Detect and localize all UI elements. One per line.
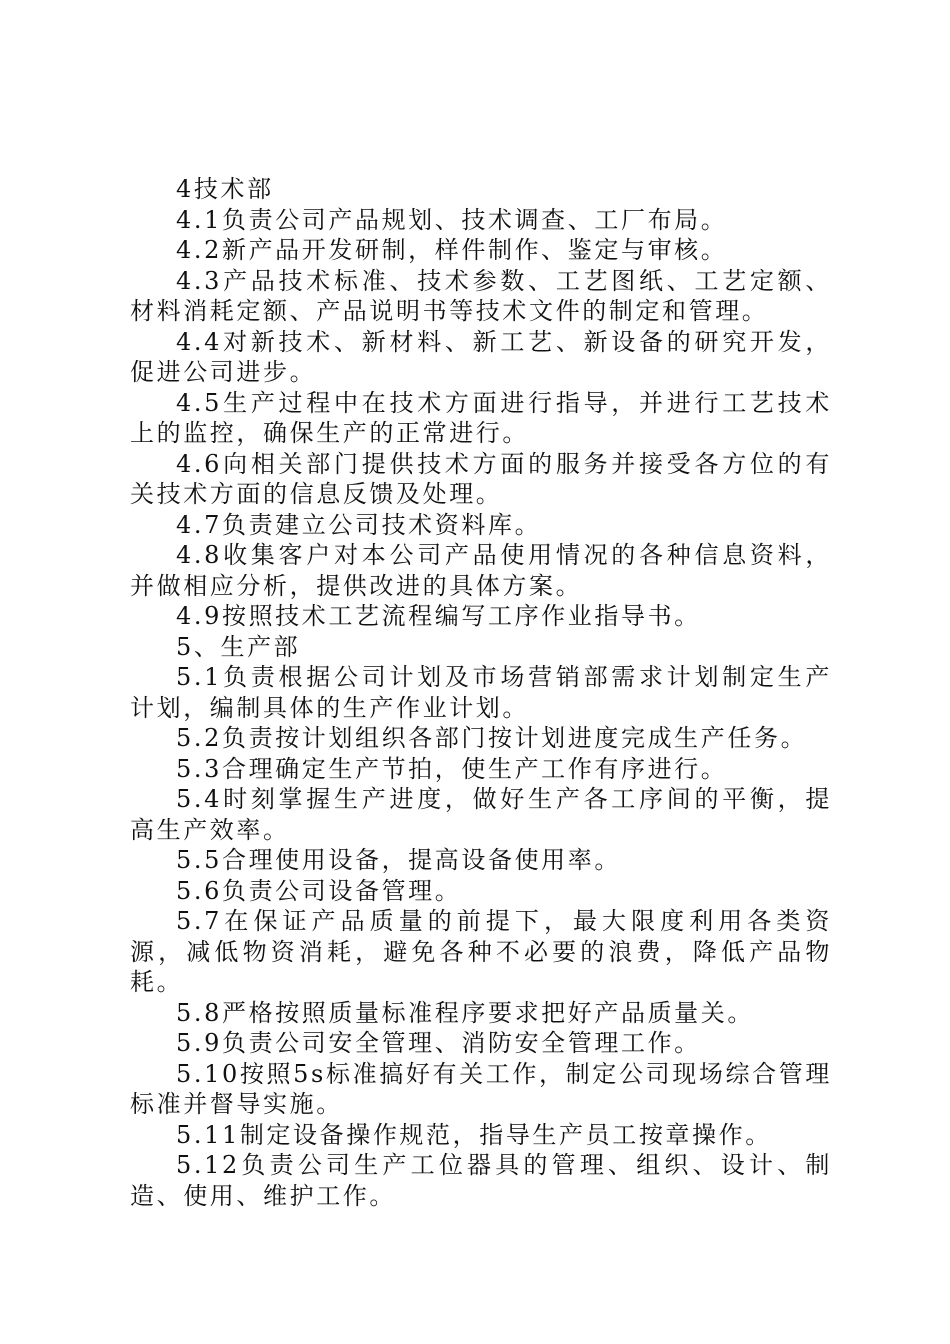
paragraph-5-10: 5.10按照5s标准搞好有关工作，制定公司现场综合管理标准并督导实施。 xyxy=(130,1059,832,1118)
paragraph-5-3: 5.3合理确定生产节拍，使生产工作有序进行。 xyxy=(176,754,728,783)
paragraph-4-8: 4.8收集客户对本公司产品使用情况的各种信息资料，并做相应分析，提供改进的具体方案。 xyxy=(130,541,832,600)
paragraph-4-4: 4.4对新技术、新材料、新工艺、新设备的研究开发，促进公司进步。 xyxy=(130,327,832,386)
paragraph-5-6: 5.6负责公司设备管理。 xyxy=(176,876,462,905)
paragraph-5-7: 5.7在保证产品质量的前提下，最大限度利用各类资源，减低物资消耗，避免各种不必要的浪费，降低产品物耗。 xyxy=(130,907,832,996)
section-heading-tech-dept: 4技术部 xyxy=(176,175,274,203)
paragraph-5-1: 5.1负责根据公司计划及市场营销部需求计划制定生产计划，编制具体的生产作业计划。 xyxy=(130,663,832,722)
paragraph-4-3: 4.3产品技术标准、技术参数、工艺图纸、工艺定额、材料消耗定额、产品说明书等技术文件的制定和管理。 xyxy=(130,266,832,325)
paragraph-5-12: 5.12负责公司生产工位器具的管理、组织、设计、制造、使用、维护工作。 xyxy=(130,1151,832,1210)
paragraph-5-5: 5.5合理使用设备，提高设备使用率。 xyxy=(176,846,621,874)
paragraph-5-8: 5.8严格按照质量标准程序要求把好产品质量关。 xyxy=(176,998,754,1027)
paragraph-4-5: 4.5生产过程中在技术方面进行指导，并进行工艺技术上的监控，确保生产的正常进行。 xyxy=(130,388,832,447)
paragraph-4-7: 4.7负责建立公司技术资料库。 xyxy=(176,510,542,539)
paragraph-4-9: 4.9按照技术工艺流程编写工序作业指导书。 xyxy=(176,602,701,630)
paragraph-5-9: 5.9负责公司安全管理、消防安全管理工作。 xyxy=(176,1029,701,1057)
paragraph-5-11: 5.11制定设备操作规范，指导生产员工按章操作。 xyxy=(176,1120,772,1149)
paragraph-4-1: 4.1负责公司产品规划、技术调查、工厂布局。 xyxy=(176,205,728,234)
document-body xyxy=(130,174,832,1211)
paragraph-5-2: 5.2负责按计划组织各部门按计划进度完成生产任务。 xyxy=(176,724,808,752)
paragraph-5-4: 5.4时刻掌握生产进度，做好生产各工序间的平衡，提高生产效率。 xyxy=(130,785,832,844)
section-heading-production-dept: 5、生产部 xyxy=(176,632,301,661)
paragraph-4-2: 4.2新产品开发研制，样件制作、鉴定与审核。 xyxy=(176,236,728,264)
paragraph-4-6: 4.6向相关部门提供技术方面的服务并接受各方位的有关技术方面的信息反馈及处理。 xyxy=(130,449,832,508)
